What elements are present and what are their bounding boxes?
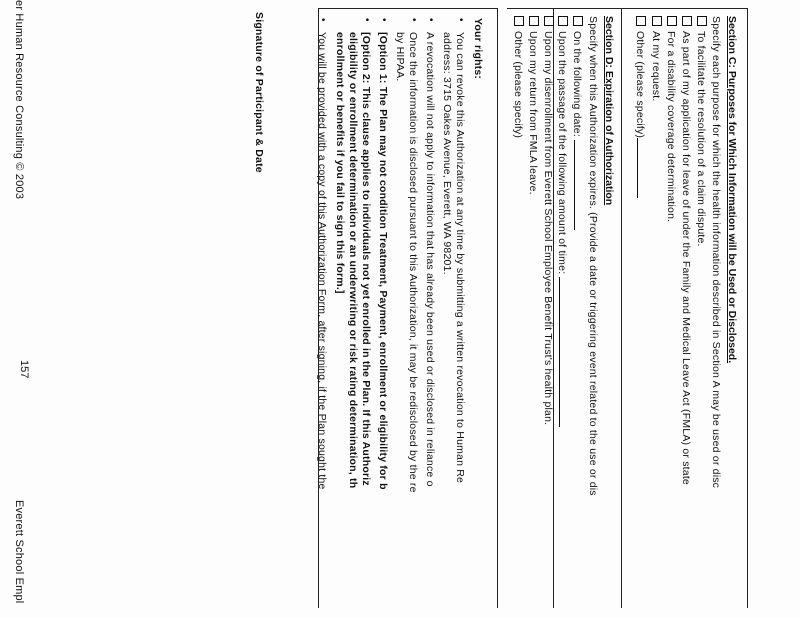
rights-line-9: enrollment or benefits if you fail to sign this form.] (334, 32, 346, 294)
section-d-option-2 (555, 16, 569, 427)
specify-line[interactable] (637, 138, 647, 198)
option-label: At my request. (650, 31, 662, 102)
rights-line-4: Once the information is disclosed pursuant to this Authorization, it may be redisclosed by the re (407, 32, 419, 493)
section-d-option-5 (511, 16, 524, 138)
section-c-option-2 (679, 16, 692, 485)
section-c-title: Section C: Purposes for Which Information will be Used or Disclosed. (726, 16, 738, 364)
rights-line-7: [Option 2: This clause applies to individuals not yet enrolled in the Plan. If this Authoriz (360, 32, 372, 486)
rights-title: Your rights: (472, 18, 484, 80)
checkbox[interactable] (558, 16, 568, 26)
checkbox[interactable] (682, 16, 692, 26)
section-d-option-4 (526, 16, 539, 195)
footer-copyright: er Human Resource Consulting © 2003 (13, 0, 25, 200)
bullet-2: • (425, 18, 436, 22)
time-line[interactable] (559, 277, 569, 427)
bullet-3: • (408, 18, 419, 22)
checkbox[interactable] (544, 16, 554, 26)
checkbox[interactable] (529, 16, 539, 26)
section-c-option-4 (649, 16, 662, 102)
rights-line-3: A revocation will not apply to information that has already been used or disclosed in reliance o (424, 32, 436, 487)
bullet-6: • (317, 18, 328, 22)
section-d-intro: Specify when this Authorization expires. (Provide a date or triggering event related to the use or dis (587, 16, 599, 496)
rights-line-5: by HIPAA. (394, 32, 406, 82)
rights-line-6: [Option 1: The Plan may not condition Treatment, Payment, enrollment or eligibility for b (377, 32, 389, 490)
option-label: As part of my application for leave of under the Family and Medical Leave Act (FMLA) or state (680, 31, 692, 485)
rights-line-1: You can revoke this Authorization at any time by submitting a written revocation to Human Re (454, 32, 466, 484)
bullet-4: • (378, 18, 389, 22)
section-d-option-1 (570, 16, 584, 230)
section-d-title: Section D: Expiration of Authorization (603, 16, 615, 206)
bullet-5: • (361, 18, 372, 22)
checkbox[interactable] (573, 16, 583, 26)
section-d-option-3 (541, 16, 554, 425)
option-label: Upon my disenrollment from Everett School Employee Benefit Trust's health plan. (542, 31, 554, 426)
footer-organization: Everett School Empl (13, 500, 25, 604)
checkbox[interactable] (636, 16, 646, 26)
signature-label: Signature of Participant & Date (253, 12, 265, 173)
option-label: On the following date: (571, 31, 583, 137)
section-c-option-1 (694, 16, 707, 247)
rights-line-2: address: 3715 Oakes Avenue, Everett, WA 98201. (441, 32, 453, 275)
section-c-option-5 (633, 16, 647, 198)
checkbox[interactable] (514, 16, 524, 26)
date-line[interactable] (574, 140, 584, 230)
checkbox[interactable] (697, 16, 707, 26)
option-label: Upon my return from FMLA leave. (527, 31, 539, 195)
page-number: 157 (18, 360, 30, 379)
option-label: Other (please specify) (634, 31, 646, 139)
checkbox[interactable] (667, 16, 677, 26)
option-label: To facilitate the resolution of a claim dispute. (695, 31, 707, 247)
section-c-intro: Specify each purpose for which the health information described in Section A may be used or disc (710, 16, 722, 489)
rights-line-8: eligibility or enrollment determination or an underwriting or risk rating determination, th (347, 32, 359, 489)
section-c-option-3 (664, 16, 677, 222)
checkbox[interactable] (652, 16, 662, 26)
option-label: Upon the passage of the following amount of time: (556, 31, 568, 275)
option-label: For a disability coverage determination. (665, 31, 677, 223)
option-label: Other (please specify) (512, 31, 524, 139)
rights-line-10: You will be provided with a copy of this Authorization Form, after signing, if the Plan sought the (316, 32, 328, 490)
bullet-1: • (455, 18, 466, 22)
